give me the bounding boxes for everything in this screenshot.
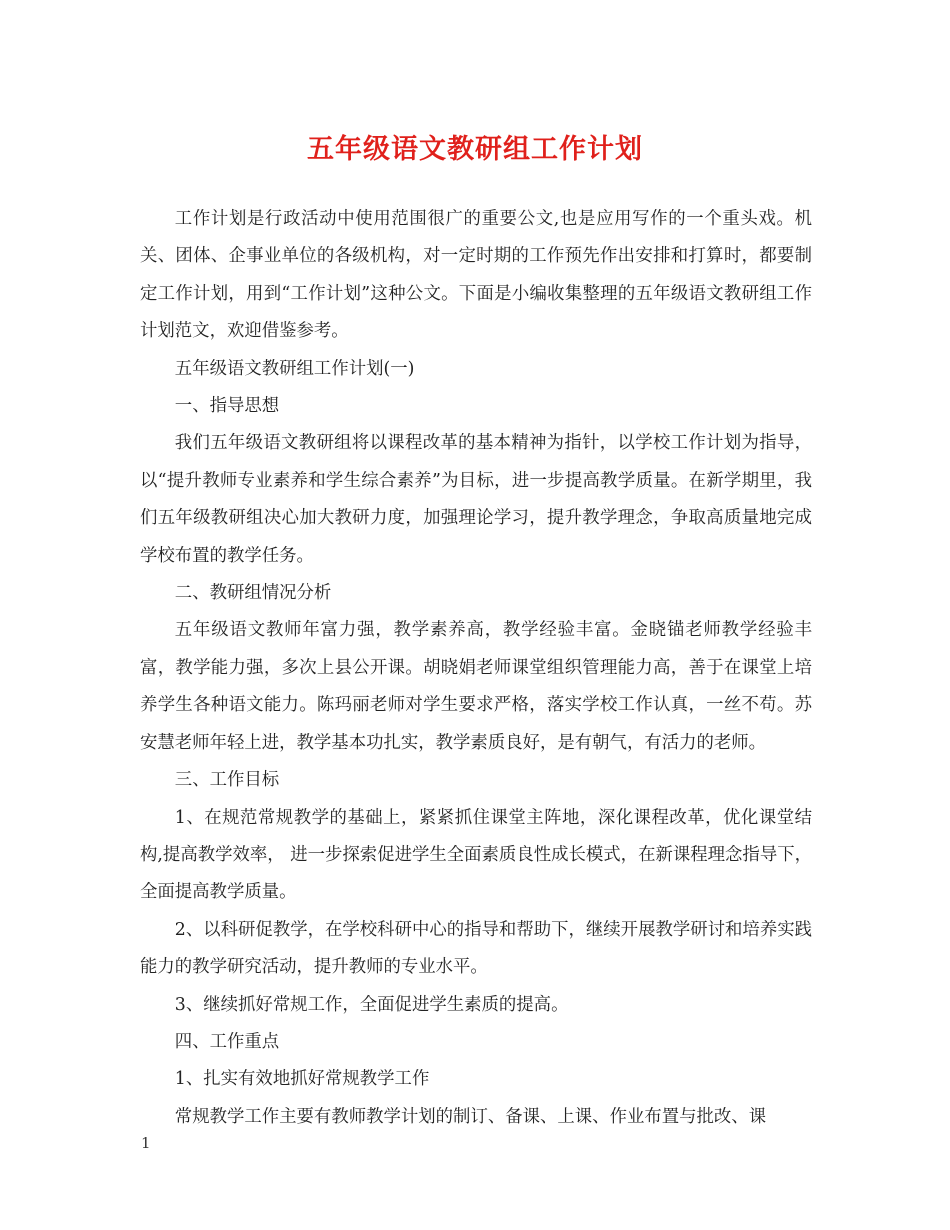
paragraph-focus-1-heading: 1、扎实有效地抓好常规教学工作 bbox=[174, 1069, 430, 1090]
paragraph-intro: 工作计划是行政活动中使用范围很广的重要公文,也是应用写作的一个重头戏。机关、团体、企事业单位的各级机构，对一定时期的工作预先作出安排和打算时，都要制定工作计划，用到“工作计划”这种公文。下面是小编收集整理的五年级语文教研组工作计划范文，欢迎借鉴参考。 bbox=[140, 209, 812, 342]
section-heading-group-analysis: 二、教研组情况分析 bbox=[174, 583, 332, 604]
section-heading-work-goals: 三、工作目标 bbox=[174, 770, 280, 791]
paragraph-guiding-thought: 我们五年级语文教研组将以课程改革的基本精神为指针，以学校工作计划为指导，以“提升教师专业素养和学生综合素养”为目标，进一步提高教学质量。在新学期里，我们五年级教研组决心加大教研力度，加强理论学习，提升教学理念，争取高质量地完成学校布置的教学任务。 bbox=[140, 433, 812, 566]
paragraph-plan-heading: 五年级语文教研组工作计划(一) bbox=[174, 358, 415, 379]
paragraph-goal-1: 1、在规范常规教学的基础上，紧紧抓住课堂主阵地，深化课程改革，优化课堂结构,提高教学效率， 进一步探索促进学生全面素质良性成长模式，在新课程理念指导下，全面提高教学质量。 bbox=[140, 807, 812, 903]
section-heading-work-focus: 四、工作重点 bbox=[174, 1031, 280, 1052]
paragraph-group-analysis: 五年级语文教师年富力强，教学素养高，教学经验丰富。金晓锚老师教学经验丰富，教学能力强，多次上县公开课。胡晓娟老师课堂组织管理能力高，善于在课堂上培养学生各种语文能力。陈玛丽老师对学生要求严格，落实学校工作认真，一丝不苟。苏安慧老师年轻上进，教学基本功扎实，教学素质良好，是有朝气，有活力的老师。 bbox=[140, 620, 812, 753]
paragraph-goal-2: 2、以科研促教学，在学校科研中心的指导和帮助下，继续开展教学研讨和培养实践能力的教学研究活动，提升教师的专业水平。 bbox=[140, 919, 812, 978]
paragraph-goal-3: 3、继续抓好常规工作，全面促进学生素质的提高。 bbox=[174, 994, 569, 1015]
document-body bbox=[140, 201, 812, 1136]
paragraph-focus-1: 常规教学工作主要有教师教学计划的制订、备课、上课、作业布置与批改、课 bbox=[174, 1106, 767, 1127]
document-title: 五年级语文教研组工作计划 bbox=[307, 134, 643, 165]
section-heading-guiding-thought: 一、指导思想 bbox=[174, 396, 280, 417]
page-number: 1 bbox=[141, 1134, 151, 1152]
